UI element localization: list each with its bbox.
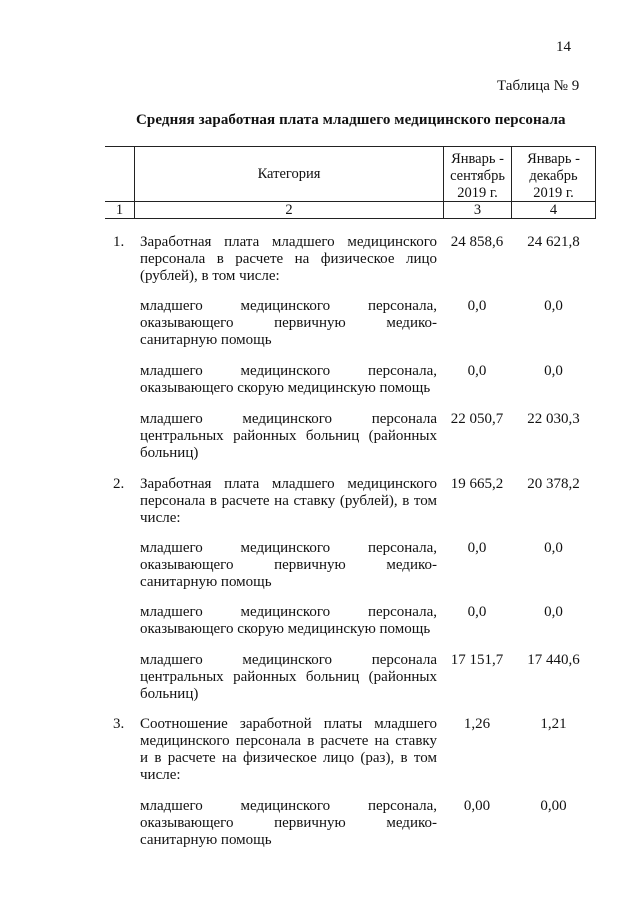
header-jan-dec: Январь - декабрь 2019 г. [527, 151, 580, 201]
description-line: оказывающего первичную медико- [140, 315, 437, 331]
description-line: числе: [140, 767, 181, 783]
description-line: младшего медицинского персонала, [140, 298, 437, 314]
row-description [140, 298, 437, 349]
description-line: младшего медицинского персонала, [140, 604, 437, 620]
row-description [140, 476, 437, 527]
row-description [140, 652, 437, 703]
description-line: центральных районных больниц (районных [140, 669, 437, 685]
row-description [140, 363, 437, 397]
page-number: 14 [556, 39, 571, 55]
description-line: младшего медицинского персонала, [140, 363, 437, 379]
description-line: младшего медицинского персонала, [140, 798, 437, 814]
value-jan-sep: 0,0 [467, 540, 487, 556]
value-jan-sep: 1,26 [463, 716, 491, 732]
value-jan-dec: 0,0 [544, 363, 563, 379]
row-description [140, 540, 437, 591]
description-line: центральных районных больниц (районных [140, 428, 437, 444]
value-jan-dec: 22 030,3 [527, 411, 580, 427]
description-line: медицинского персонала в расчете на ставку [140, 733, 437, 749]
value-jan-sep: 0,00 [463, 798, 491, 814]
value-jan-dec: 0,0 [544, 540, 563, 556]
description-line: Заработная плата младшего медицинского [140, 234, 437, 250]
column-number: 1 [115, 202, 124, 218]
description-line: Соотношение заработной платы младшего [140, 716, 437, 732]
value-jan-dec: 0,00 [540, 798, 567, 814]
description-line: санитарную помощь [140, 574, 272, 590]
column-number: 3 [473, 202, 482, 218]
value-jan-dec: 1,21 [540, 716, 567, 732]
description-line: персонала в расчете на физическое лицо [140, 251, 437, 267]
description-line: персонала в расчете на ставку (рублей), в том [140, 493, 437, 509]
description-line: младшего медицинского персонала, [140, 540, 437, 556]
value-jan-dec: 24 621,8 [527, 234, 580, 250]
row-description [140, 604, 437, 638]
value-jan-sep: 19 665,2 [450, 476, 504, 492]
description-line: младшего медицинского персонала [140, 411, 437, 427]
row-number: 1. [113, 234, 125, 250]
description-line: оказывающего первичную медико- [140, 815, 437, 831]
value-jan-sep: 0,0 [467, 604, 487, 620]
row-description [140, 798, 437, 849]
column-divider [595, 146, 596, 219]
description-line: санитарную помощь [140, 332, 272, 348]
row-number: 2. [113, 476, 125, 492]
table-caption: Таблица № 9 [497, 78, 580, 94]
value-jan-dec: 17 440,6 [527, 652, 580, 668]
column-number: 2 [285, 202, 293, 218]
description-line: числе: [140, 510, 181, 526]
value-jan-dec: 0,0 [544, 298, 563, 314]
description-line: (рублей), в том числе: [140, 268, 280, 284]
value-jan-sep: 22 050,7 [450, 411, 504, 427]
value-jan-sep: 0,0 [467, 363, 487, 379]
value-jan-dec: 0,0 [544, 604, 563, 620]
value-jan-dec: 20 378,2 [527, 476, 580, 492]
row-description [140, 234, 437, 285]
description-line: больниц) [140, 445, 199, 461]
value-jan-sep: 17 151,7 [450, 652, 504, 668]
description-line: оказывающего скорую медицинскую помощь [140, 621, 431, 637]
description-line: младшего медицинского персонала [140, 652, 437, 668]
row-description [140, 411, 437, 462]
value-jan-sep: 0,0 [467, 298, 487, 314]
description-line: оказывающего скорую медицинскую помощь [140, 380, 431, 396]
header-category: Категория [257, 166, 321, 182]
value-jan-sep: 24 858,6 [450, 234, 504, 250]
description-line: санитарную помощь [140, 832, 272, 848]
description-line: больниц) [140, 686, 199, 702]
table-top-border [105, 146, 596, 147]
description-line: оказывающего первичную медико- [140, 557, 437, 573]
description-line: Заработная плата младшего медицинского [140, 476, 437, 492]
document-title: Средняя заработная плата младшего медицинского персонала [136, 112, 566, 128]
row-number: 3. [113, 716, 125, 732]
header-jan-sep: Январь - сентябрь 2019 г. [450, 151, 505, 201]
row-description [140, 716, 437, 784]
column-number: 4 [549, 202, 558, 218]
description-line: и в расчете на физическое лицо (раз), в том [140, 750, 437, 766]
